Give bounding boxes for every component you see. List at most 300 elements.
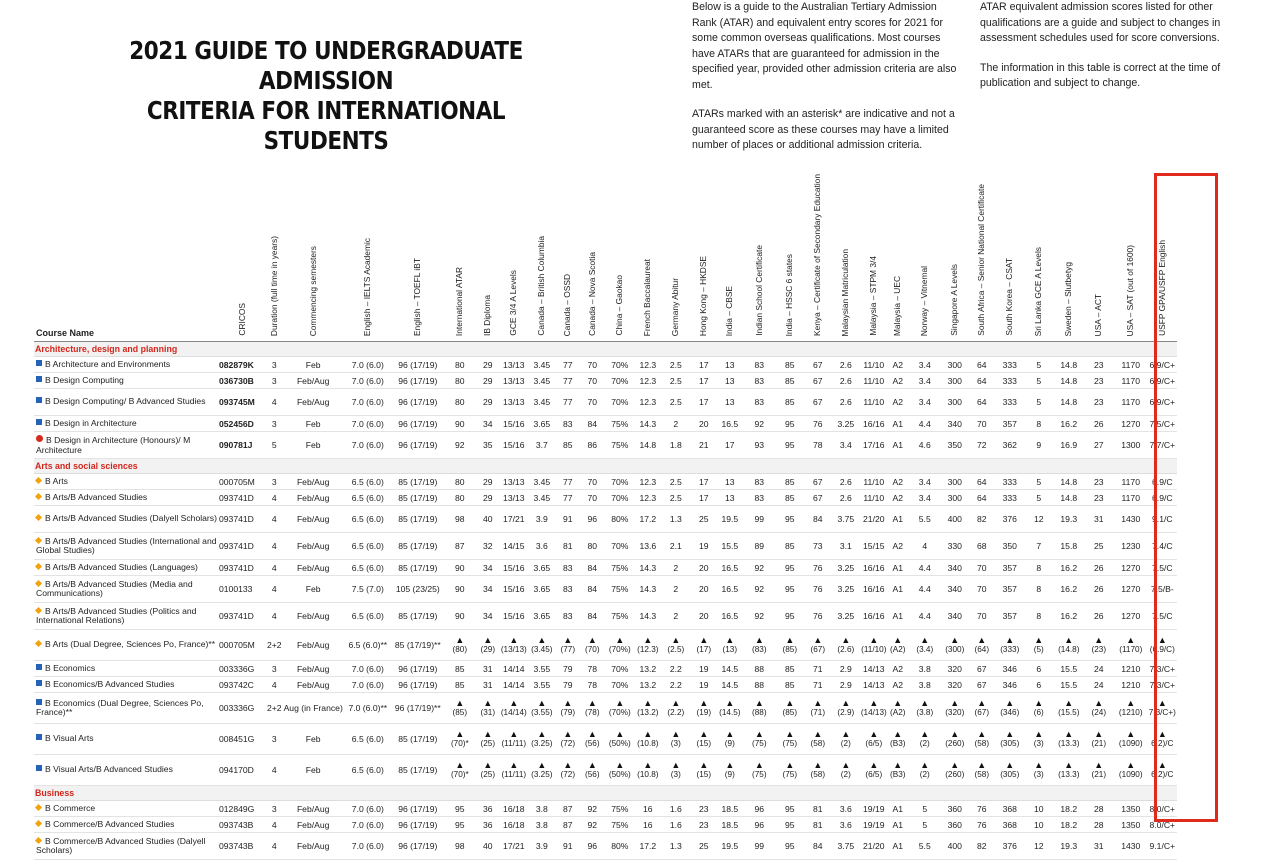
score-cell: 15/16	[500, 416, 528, 432]
score-cell: 3.4	[908, 357, 942, 373]
score-cell: 3.55	[528, 661, 556, 677]
score-cell: 14.3	[635, 560, 661, 576]
score-cell: 2.5	[661, 357, 691, 373]
triangle-icon: ▲	[671, 635, 681, 646]
score-cell: 7.5/C	[1148, 560, 1177, 576]
score-cell: 19	[691, 677, 717, 693]
score-cell: ▲ (58)	[804, 724, 832, 755]
diamond-marker-icon	[35, 579, 42, 586]
score-cell: 90	[444, 560, 476, 576]
score-cell: ▲ (75)	[776, 755, 804, 786]
score-cell: 85 (17/19)	[392, 506, 444, 533]
score-cell: 68	[968, 533, 996, 560]
triangle-icon: ▲	[725, 729, 735, 740]
score-cell: 300	[942, 357, 968, 373]
triangle-icon: ▲	[537, 760, 547, 771]
score-cell: 16/16	[860, 603, 888, 630]
score-cell: 80%	[605, 833, 635, 860]
score-cell: ▲ (2.2)	[661, 693, 691, 724]
score-cell: ▲ (80)	[444, 630, 476, 661]
score-cell: 3.4	[908, 389, 942, 416]
score-cell: 14/13	[860, 677, 888, 693]
score-cell: 330	[942, 533, 968, 560]
triangle-icon: ▲	[1126, 760, 1136, 771]
score-cell: 346	[996, 661, 1024, 677]
score-cell: 14/15	[500, 533, 528, 560]
column-header-label: French Baccalaureat	[642, 258, 653, 337]
score-cell: 90	[444, 603, 476, 630]
score-cell: A1	[888, 801, 908, 817]
score-cell: 20	[691, 560, 717, 576]
triangle-icon: ▲	[1157, 698, 1167, 709]
triangle-icon: ▲	[950, 698, 960, 709]
triangle-icon: ▲	[785, 729, 795, 740]
table-row	[34, 630, 1177, 661]
score-cell: 95	[776, 560, 804, 576]
column-header-label: Canada – OSSD	[562, 273, 573, 337]
score-cell: ▲ (67)	[804, 630, 832, 661]
score-cell: 70%	[605, 357, 635, 373]
score-cell: 6.9/C+	[1148, 373, 1177, 389]
score-cell: A2	[888, 389, 908, 416]
triangle-icon: ▲	[1126, 729, 1136, 740]
score-cell: A1	[888, 506, 908, 533]
score-cell: 5.5	[908, 506, 942, 533]
score-cell: A1	[888, 603, 908, 630]
score-cell: ▲ (6)	[1024, 693, 1054, 724]
score-cell: ▲ (14/14)	[500, 693, 528, 724]
score-cell: 1270	[1114, 603, 1148, 630]
score-cell: 79	[556, 661, 580, 677]
score-cell: ▲ (75)	[776, 724, 804, 755]
score-cell: 340	[942, 560, 968, 576]
score-cell: 77	[556, 373, 580, 389]
cricos-code: 012849G	[218, 801, 266, 817]
column-header	[832, 174, 860, 342]
triangle-icon: ▲	[483, 760, 493, 771]
score-cell: 1170	[1114, 474, 1148, 490]
score-cell: 3.65	[528, 576, 556, 603]
column-header	[218, 174, 266, 342]
score-cell: 90	[444, 416, 476, 432]
score-cell: 12.3	[635, 357, 661, 373]
cricos-code: 093741D	[218, 506, 266, 533]
score-cell: Feb/Aug	[283, 677, 344, 693]
score-cell: 29	[476, 474, 500, 490]
score-cell: 13	[717, 389, 743, 416]
score-cell: Feb/Aug	[283, 506, 344, 533]
square-marker-icon	[36, 376, 42, 382]
score-cell: 1430	[1114, 833, 1148, 860]
column-header	[996, 174, 1024, 342]
score-cell: ▲ (10.8)	[635, 755, 661, 786]
triangle-icon: ▲	[920, 698, 930, 709]
cricos-code: 093743B	[218, 817, 266, 833]
score-cell: 83	[743, 490, 776, 506]
triangle-icon: ▲	[483, 729, 493, 740]
score-cell: ▲ (2)	[832, 755, 860, 786]
score-cell: 23	[1084, 373, 1114, 389]
score-cell: ▲ (31)	[476, 693, 500, 724]
score-cell: 11/10	[860, 474, 888, 490]
score-cell: 9.1/C	[1148, 506, 1177, 533]
triangle-icon: ▲	[813, 729, 823, 740]
score-cell: 320	[942, 661, 968, 677]
score-cell: 81	[556, 533, 580, 560]
course-name: B Design Computing	[34, 373, 218, 389]
score-cell: 26	[1084, 560, 1114, 576]
score-cell: 14.8	[635, 432, 661, 459]
score-cell: ▲ (70)	[580, 630, 605, 661]
score-cell: 2+2	[266, 693, 283, 724]
triangle-icon: ▲	[509, 698, 519, 709]
score-cell: 13	[717, 357, 743, 373]
cricos-code: 093741D	[218, 560, 266, 576]
score-cell: ▲ (29)	[476, 630, 500, 661]
score-cell: 13	[717, 474, 743, 490]
score-cell: 26	[1084, 603, 1114, 630]
cricos-code: 0100133	[218, 576, 266, 603]
score-cell: ▲ (1170)	[1114, 630, 1148, 661]
intro-text-right	[980, 0, 1262, 106]
score-cell: 64	[968, 373, 996, 389]
score-cell: 96 (17/19)	[392, 416, 444, 432]
score-cell: 19.5	[717, 833, 743, 860]
score-cell: 70%	[605, 490, 635, 506]
score-cell: ▲ (70%)	[605, 630, 635, 661]
column-header	[942, 174, 968, 342]
score-cell: ▲ (50%)	[605, 724, 635, 755]
score-cell: 4	[908, 533, 942, 560]
triangle-icon: ▲	[920, 760, 930, 771]
table-row	[34, 576, 1177, 603]
score-cell: ▲ (3.45)	[528, 630, 556, 661]
score-cell: 36	[476, 801, 500, 817]
score-cell: 95	[776, 603, 804, 630]
score-cell: 70	[580, 373, 605, 389]
course-name: B Design Computing/ B Advanced Studies	[34, 389, 218, 416]
score-cell: 5	[266, 432, 283, 459]
score-cell: 5	[908, 801, 942, 817]
column-header	[500, 174, 528, 342]
score-cell: 16.9	[1054, 432, 1084, 459]
column-header-label: Kenya – Certificate of Secondary Education	[812, 174, 823, 337]
cricos-code: 003336G	[218, 693, 266, 724]
admission-criteria-table	[34, 174, 1177, 860]
triangle-icon: ▲	[813, 635, 823, 646]
score-cell: 96	[743, 801, 776, 817]
score-cell: 3.55	[528, 677, 556, 693]
score-cell: 70%	[605, 661, 635, 677]
score-cell: 1210	[1114, 677, 1148, 693]
score-cell: 19.5	[717, 506, 743, 533]
score-cell: A2	[888, 677, 908, 693]
score-cell: 16.2	[1054, 560, 1084, 576]
score-cell: 67	[968, 677, 996, 693]
score-cell: ▲ (85)	[444, 693, 476, 724]
score-cell: 92	[580, 801, 605, 817]
score-cell: 71	[804, 677, 832, 693]
score-cell: 11/10	[860, 389, 888, 416]
score-cell: 6.5 (6.0)	[344, 603, 392, 630]
score-cell: 96	[580, 833, 605, 860]
score-cell: 8	[1024, 576, 1054, 603]
column-header-label: South Africa – Senior National Certificate	[976, 184, 987, 337]
score-cell: 31	[476, 677, 500, 693]
diamond-marker-icon	[35, 640, 42, 647]
score-cell: 14.8	[1054, 474, 1084, 490]
score-cell: 67	[804, 373, 832, 389]
score-cell: 3	[266, 357, 283, 373]
score-cell: 11/10	[860, 357, 888, 373]
table-row	[34, 661, 1177, 677]
triangle-icon: ▲	[537, 729, 547, 740]
diamond-marker-icon	[35, 536, 42, 543]
score-cell: 64	[968, 389, 996, 416]
score-cell: 10	[1024, 817, 1054, 833]
score-cell: 18.5	[717, 801, 743, 817]
score-cell: 2.5	[661, 389, 691, 416]
score-cell: 14/14	[500, 677, 528, 693]
score-cell: 15.5	[1054, 661, 1084, 677]
score-cell: 11/10	[860, 373, 888, 389]
score-cell: 5	[1024, 373, 1054, 389]
score-cell: ▲ (13/13)	[500, 630, 528, 661]
square-marker-icon	[36, 680, 42, 686]
score-cell: 98	[444, 506, 476, 533]
score-cell: ▲ (70)*	[444, 755, 476, 786]
score-cell: 96 (17/19)	[392, 677, 444, 693]
score-cell: 84	[804, 833, 832, 860]
score-cell: 3	[266, 801, 283, 817]
score-cell: 19/19	[860, 817, 888, 833]
column-header-label: Malaysia – UEC	[892, 275, 903, 337]
triangle-icon: ▲	[725, 760, 735, 771]
score-cell: 85 (17/19)	[392, 755, 444, 786]
triangle-icon: ▲	[483, 635, 493, 646]
score-cell: 85	[776, 389, 804, 416]
score-cell: Feb	[283, 416, 344, 432]
triangle-icon: ▲	[1094, 635, 1104, 646]
cricos-code: 082879K	[218, 357, 266, 373]
table-header-row	[34, 174, 1177, 342]
score-cell: ▲ (58)	[804, 755, 832, 786]
triangle-icon: ▲	[455, 635, 465, 646]
score-cell: ▲ (A2)	[888, 630, 908, 661]
score-cell: ▲ (24)	[1084, 693, 1114, 724]
score-cell: ▲ (13.3)	[1054, 755, 1084, 786]
score-cell: 16.5	[717, 416, 743, 432]
section-heading-row	[34, 786, 1177, 801]
triangle-icon: ▲	[537, 635, 547, 646]
score-cell: ▲ (88)	[743, 693, 776, 724]
column-header	[717, 174, 743, 342]
score-cell: 77	[556, 357, 580, 373]
score-cell: 87	[556, 801, 580, 817]
score-cell: 24	[1084, 661, 1114, 677]
score-cell: Feb/Aug	[283, 630, 344, 661]
triangle-icon: ▲	[1034, 635, 1044, 646]
score-cell: ▲ (3.25)	[528, 755, 556, 786]
score-cell: 85 (17/19)	[392, 603, 444, 630]
score-cell: 300	[942, 373, 968, 389]
score-cell: 12.3	[635, 474, 661, 490]
column-header	[344, 174, 392, 342]
triangle-icon: ▲	[563, 729, 573, 740]
column-header	[392, 174, 444, 342]
score-cell: ▲ (6/5)	[860, 755, 888, 786]
score-cell: 85	[776, 661, 804, 677]
score-cell: 1300	[1114, 432, 1148, 459]
score-cell: 14.3	[635, 576, 661, 603]
score-cell: ▲ (3.8)	[908, 693, 942, 724]
score-cell: 4	[266, 490, 283, 506]
cricos-code: 093743B	[218, 833, 266, 860]
score-cell: 1350	[1114, 801, 1148, 817]
score-cell: ▲ (23)	[1084, 630, 1114, 661]
score-cell: 83	[743, 389, 776, 416]
score-cell: 2.2	[661, 677, 691, 693]
score-cell: 6.5 (6.0)	[344, 560, 392, 576]
score-cell: 64	[968, 474, 996, 490]
score-cell: 1170	[1114, 389, 1148, 416]
triangle-icon: ▲	[977, 760, 987, 771]
score-cell: 27	[1084, 432, 1114, 459]
column-header	[804, 174, 832, 342]
score-cell: 84	[580, 560, 605, 576]
score-cell: 105 (23/25)	[392, 576, 444, 603]
score-cell: ▲ 6.2)/C	[1148, 755, 1177, 786]
score-cell: ▲ (14.8)	[1054, 630, 1084, 661]
score-cell: ▲ (21)	[1084, 724, 1114, 755]
score-cell: 13/13	[500, 373, 528, 389]
score-cell: ▲ (64)	[968, 630, 996, 661]
score-cell: ▲ (79)	[556, 693, 580, 724]
triangle-icon: ▲	[643, 760, 653, 771]
course-name: B Visual Arts	[34, 724, 218, 755]
score-cell: ▲ (75)	[743, 755, 776, 786]
score-cell: ▲ (1210)	[1114, 693, 1148, 724]
score-cell: 3.6	[528, 533, 556, 560]
course-name: B Arts/B Advanced Studies (Politics and International Relations)	[34, 603, 218, 630]
score-cell: 83	[743, 474, 776, 490]
score-cell: 2	[661, 603, 691, 630]
score-cell: 5	[1024, 357, 1054, 373]
score-cell: 83	[556, 560, 580, 576]
score-cell: 13/13	[500, 389, 528, 416]
triangle-icon: ▲	[920, 729, 930, 740]
score-cell: 25	[691, 833, 717, 860]
score-cell: 18.2	[1054, 817, 1084, 833]
score-cell: 96 (17/19)	[392, 357, 444, 373]
score-cell: ▲ (78)	[580, 693, 605, 724]
table-row	[34, 533, 1177, 560]
score-cell: 73	[804, 533, 832, 560]
score-cell: 85 (17/19)	[392, 560, 444, 576]
score-cell: ▲ 6.2)/C	[1148, 724, 1177, 755]
score-cell: 2.6	[832, 389, 860, 416]
score-cell: 12.3	[635, 389, 661, 416]
score-cell: 96	[580, 506, 605, 533]
score-cell: 85	[776, 677, 804, 693]
score-cell: 96 (17/19)	[392, 389, 444, 416]
cricos-code: 090781J	[218, 432, 266, 459]
score-cell: 17	[691, 474, 717, 490]
score-cell: 79	[556, 677, 580, 693]
score-cell: 7.3/C+	[1148, 661, 1177, 677]
score-cell: 13	[717, 490, 743, 506]
score-cell: 3.1	[832, 533, 860, 560]
score-cell: 83	[743, 373, 776, 389]
score-cell: 78	[580, 661, 605, 677]
score-cell: 6	[1024, 677, 1054, 693]
score-cell: 16.2	[1054, 576, 1084, 603]
score-cell: 67	[804, 474, 832, 490]
score-cell: 2.5	[661, 474, 691, 490]
triangle-icon: ▲	[563, 760, 573, 771]
column-header	[661, 174, 691, 342]
score-cell: 17	[691, 490, 717, 506]
score-cell: 4.4	[908, 603, 942, 630]
triangle-icon: ▲	[615, 635, 625, 646]
score-cell: 16/16	[860, 416, 888, 432]
score-cell: 7.5/C	[1148, 603, 1177, 630]
table-row	[34, 432, 1177, 459]
score-cell: A1	[888, 560, 908, 576]
triangle-icon: ▲	[643, 729, 653, 740]
score-cell: 3.45	[528, 490, 556, 506]
section-heading: Architecture, design and planning	[34, 342, 1177, 357]
triangle-icon: ▲	[1005, 729, 1015, 740]
score-cell: A2	[888, 373, 908, 389]
score-cell: A2	[888, 533, 908, 560]
score-cell: 81	[804, 801, 832, 817]
column-header-label: GCE 3/4 A Levels	[508, 270, 519, 337]
column-header-label: IB Diploma	[482, 295, 493, 337]
score-cell: ▲ (3)	[661, 724, 691, 755]
score-cell: 3.9	[528, 506, 556, 533]
score-cell: 77	[556, 490, 580, 506]
score-cell: ▲ (305)	[996, 724, 1024, 755]
score-cell: 18.2	[1054, 801, 1084, 817]
score-cell: 3	[266, 373, 283, 389]
score-cell: 29	[476, 490, 500, 506]
score-cell: 3.65	[528, 603, 556, 630]
score-cell: 95	[776, 801, 804, 817]
score-cell: 4	[266, 533, 283, 560]
score-cell: 3.45	[528, 474, 556, 490]
triangle-icon: ▲	[643, 635, 653, 646]
score-cell: 18.5	[717, 817, 743, 833]
score-cell: 3.25	[832, 416, 860, 432]
score-cell: 4	[266, 677, 283, 693]
score-cell: 96 (17/19)	[392, 817, 444, 833]
triangle-icon: ▲	[615, 729, 625, 740]
score-cell: 2+2	[266, 630, 283, 661]
table-row	[34, 817, 1177, 833]
table-row	[34, 755, 1177, 786]
score-cell: 12.3	[635, 373, 661, 389]
score-cell: 28	[1084, 801, 1114, 817]
score-cell: 16.5	[717, 603, 743, 630]
score-cell: 400	[942, 833, 968, 860]
score-cell: ▲ (3)	[661, 755, 691, 786]
score-cell: ▲ (70)*	[444, 724, 476, 755]
course-name: B Arts	[34, 474, 218, 490]
score-cell: A2	[888, 661, 908, 677]
score-cell: 16.5	[717, 560, 743, 576]
score-cell: 21	[691, 432, 717, 459]
